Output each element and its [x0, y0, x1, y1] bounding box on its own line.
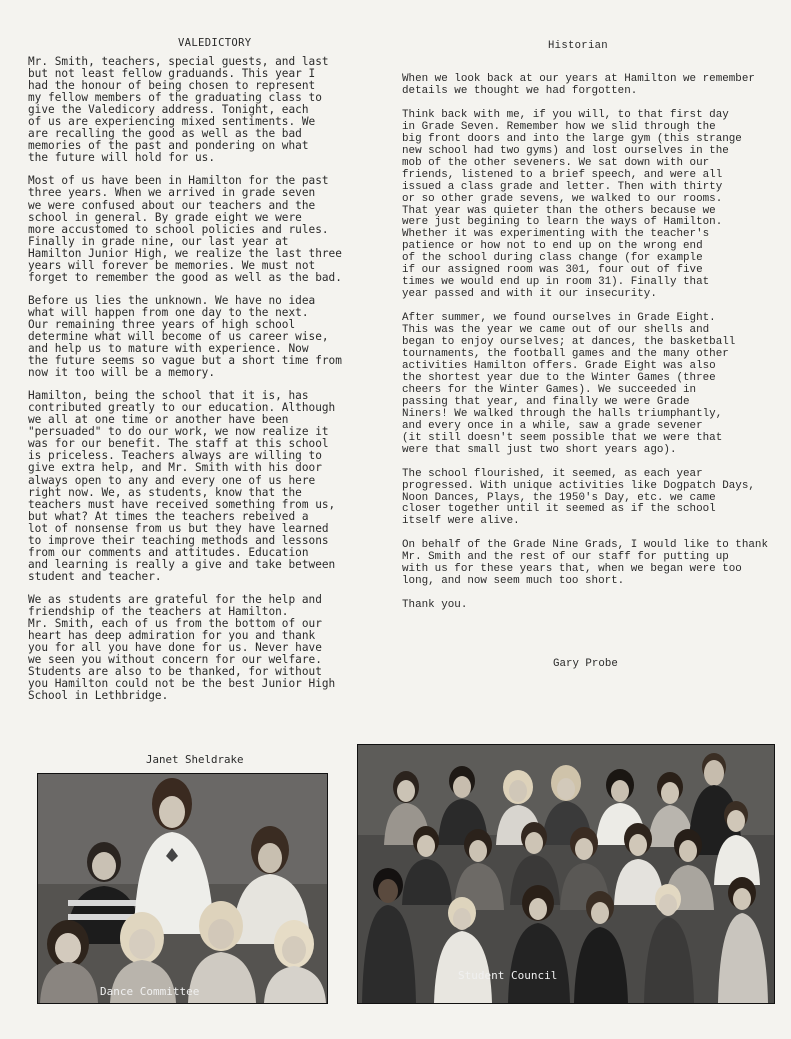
valedictory-paragraph-3: Before us lies the unknown. We have no idea what will happen from one day to the next. Our remaining three years of high school determine what will become of us career wise, and help us to mature with experience. Now the future seems so vague but a short time from now it too will be a memory.: [28, 293, 342, 380]
valedictory-paragraph-2: Most of us have been in Hamilton for the past three years. When we arrived in grade seven we were confused about our teachers and the school in general. By grade eight we were more accustomed to school policies and rules. Finally in grade nine, our last year at Hamilton Junior High, we realize the last three years will forever be memories. We must not forget to remember the good as well as the bad.: [28, 174, 342, 284]
historian-heading: Historian: [548, 40, 608, 52]
historian-paragraph-2: Think back with me, if you will, to that first day in Grade Seven. Remember how we slid through the big front doors and into the large gym (this strange new school had two gyms) and lost ourselves in the mob of the other seveners. We sat down with our friends, listened to a brief speech, and were all issued a class grade and letter. Then with thirty or so other grade sevens, we walked to our rooms. That year was quieter than the others because we were just begining to learn the ways of Hamilton. Whether it was experimenting with the teacher's patience or how not to end up on the wrong end of the school during class change (for example if our assigned room was 301, four out of five times we would end up in room 31). Finally that year passed and with it our insecurity.: [402, 108, 742, 301]
student-council-photo: [357, 744, 775, 1004]
valedictory-paragraph-4: Hamilton, being the school that it is, has contributed greatly to our education. Although we all at one time or another have been "persuaded" to do our work, we now realize it was for our benefit. The staff at this school is priceless. Teachers always are willing to give extra help, and Mr. Smith with his door always open to any and every one of us here right now. We, as students, know that the teachers must have received something from us, but what? At times the teachers rebeived a lot of nonsense from us but they have learned to improve their teaching methods and lessons from our comments and attitudes. Education and learning is really a give and take between student and teacher.: [28, 389, 336, 583]
valedictory-column: [28, 56, 386, 713]
historian-paragraph-4: The school flourished, it seemed, as each year progressed. With unique activities like Dogpatch Days, Noon Dances, Plays, the 1950's Day, etc. we came closer together until it seemed as if the school itself were alive.: [402, 467, 755, 528]
student-council-figures: [358, 745, 774, 1003]
dance-committee-photo: [37, 773, 328, 1004]
dance-committee-caption: Dance Committee: [100, 985, 200, 998]
historian-paragraph-3: After summer, we found ourselves in Grade Eight. This was the year we came out of our shells and began to enjoy ourselves; at dances, the basketball tournaments, the football games and the many other activities Hamilton offers. Grade Eight was also the shortest year due to the Winter Games (three cheers for the Winter Games). We succeeded in passing that year, and finally we were Grade Niners! We walked through the halls triumphantly, and every once in a while, saw a grade sevener (it still doesn't seem possible that we were that were that small just two short years ago).: [402, 312, 736, 456]
valedictory-paragraph-5: We as students are grateful for the help and friendship of the teachers at Hamilton. Mr. Smith, each of us from the bottom of our heart has deep admiration for you and thank you for all you have done for us. Never have we seen you without concern for our welfare. Students are also to be thanked, for without you Hamilton could not be the best Junior High School in Lethbridge.: [28, 592, 336, 703]
dance-committee-figures: [38, 774, 327, 1003]
valedictory-heading: VALEDICTORY: [178, 37, 252, 49]
historian-column: [402, 74, 774, 624]
historian-paragraph-6: Thank you.: [402, 599, 468, 612]
historian-signature: Gary Probe: [553, 658, 618, 670]
student-council-caption: Student Council: [458, 969, 558, 982]
historian-paragraph-5: On behalf of the Grade Nine Grads, I would like to thank Mr. Smith and the rest of our staff for putting up with us for these years that, when we began were too long, and now seem much too short.: [402, 539, 768, 588]
valedictory-signature: Janet Sheldrake: [146, 753, 244, 766]
valedictory-paragraph-1: Mr. Smith, teachers, special guests, and last but not least fellow graduands. This year I had the honour of being chosen to represent my fellow members of the graduating class to give the Valedicory address. Tonight, each of us are experiencing mixed sentiments. We are recalling the good as well as the bad memories of the past and pondering on what the future will hold for us.: [28, 55, 329, 165]
historian-paragraph-1: When we look back at our years at Hamilton we remember details we thought we had forgotten.: [402, 73, 755, 97]
